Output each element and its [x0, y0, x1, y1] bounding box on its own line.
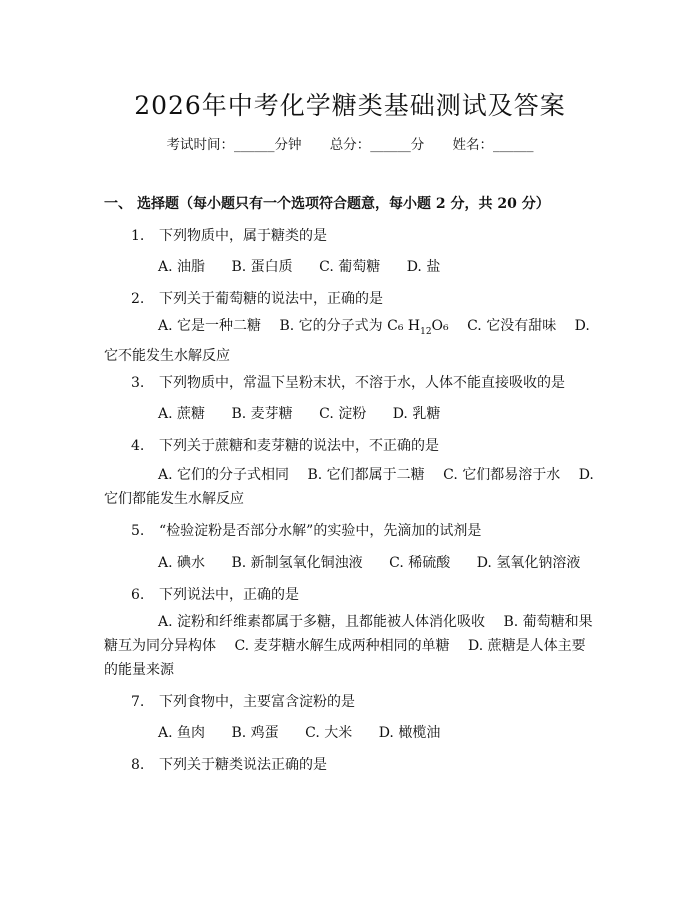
section-heading	[104, 193, 550, 213]
question-text: “检验淀粉是否部分水解”的实验中，先滴加的试剂是	[159, 523, 482, 539]
option-a: A. 蔗糖	[158, 406, 206, 422]
option-a: A. 油脂	[158, 259, 206, 275]
question-8	[131, 754, 327, 774]
question-5	[131, 520, 481, 540]
option-a: A. 淀粉和纤维素都属于多糖，且都能被人体消化吸收	[158, 614, 486, 630]
option-b: B. 麦芽糖	[231, 406, 293, 422]
page-title: 2026年中考化学糖类基础测试及答案	[134, 91, 566, 120]
option-c: C. 大米	[305, 725, 353, 741]
option-b-subscript: 12	[420, 326, 432, 337]
option-b: B. 葡萄糖和果糖互为同分异构体	[104, 614, 593, 654]
option-a: A. 它是一种二糖	[158, 318, 262, 334]
option-d: D. 氢氧化钠溶液	[476, 555, 581, 571]
option-d: D. 乳糖	[392, 406, 441, 422]
question-5-options	[158, 552, 602, 572]
option-c: C. 葡萄糖	[319, 259, 381, 275]
question-2-options	[104, 314, 598, 368]
option-b-part1: B. 它的分子式为 C₆ H	[279, 318, 421, 334]
option-b: B. 鸡蛋	[231, 725, 279, 741]
question-text: 下列物质中，属于糖类的是	[159, 228, 327, 244]
option-d: D. 盐	[406, 259, 441, 275]
question-number: 7.	[131, 694, 145, 710]
exam-time-field: 考试时间：______分钟	[166, 137, 302, 153]
question-number: 5.	[131, 523, 145, 539]
option-d: D. 它不能发生水解反应	[104, 318, 590, 364]
question-3	[131, 372, 565, 392]
question-1-options	[158, 256, 462, 276]
question-text: 下列说法中，正确的是	[159, 587, 299, 603]
option-c: C. 淀粉	[319, 406, 367, 422]
option-b: B. 蛋白质	[231, 259, 293, 275]
question-text: 下列物质中，常温下呈粉末状，不溶于水，人体不能直接吸收的是	[159, 375, 565, 391]
option-a: A. 鱼肉	[158, 725, 206, 741]
question-text: 下列食物中，主要富含淀粉的是	[159, 694, 355, 710]
question-6	[131, 584, 299, 604]
option-b: B. 新制氢氧化铜浊液	[231, 555, 363, 571]
question-number: 6.	[131, 587, 145, 603]
question-2	[131, 288, 383, 308]
question-text: 下列关于蔗糖和麦芽糖的说法中，不正确的是	[159, 438, 439, 454]
total-score-field: 总分：______分	[329, 137, 425, 153]
exam-info-line	[0, 133, 700, 153]
option-c: C. 麦芽糖水解生成两种相同的单糖	[234, 638, 450, 654]
question-4-options	[104, 463, 598, 511]
option-a: A. 它们的分子式相同	[158, 467, 290, 483]
question-4	[131, 435, 439, 455]
option-c: C. 它没有甜味	[467, 318, 557, 334]
question-1	[131, 225, 327, 245]
option-a: A. 碘水	[158, 555, 206, 571]
section-number: 一、	[104, 196, 132, 212]
question-number: 2.	[131, 291, 145, 307]
option-c: C. 它们都易溶于水	[443, 467, 561, 483]
option-d: D. 橄榄油	[378, 725, 441, 741]
question-7-options	[158, 722, 462, 742]
question-text: 下列关于糖类说法正确的是	[159, 757, 327, 773]
option-d: D. 它们都能发生水解反应	[104, 467, 594, 507]
student-name-field: 姓名：______	[452, 137, 534, 153]
option-b-part2: O₆	[431, 318, 449, 334]
question-3-options	[158, 403, 462, 423]
question-7	[131, 691, 355, 711]
section-title: 选择题（每小题只有一个选项符合题意，每小题 2 分，共 20 分）	[137, 196, 550, 212]
option-d: D. 蔗糖是人体主要的能量来源	[104, 638, 586, 678]
question-number: 8.	[131, 757, 145, 773]
question-number: 4.	[131, 438, 145, 454]
question-number: 1.	[131, 228, 145, 244]
option-c: C. 稀硫酸	[389, 555, 451, 571]
question-6-options	[104, 610, 598, 682]
question-number: 3.	[131, 375, 145, 391]
option-b: B. 它们都属于二糖	[307, 467, 425, 483]
question-text: 下列关于葡萄糖的说法中，正确的是	[159, 291, 383, 307]
